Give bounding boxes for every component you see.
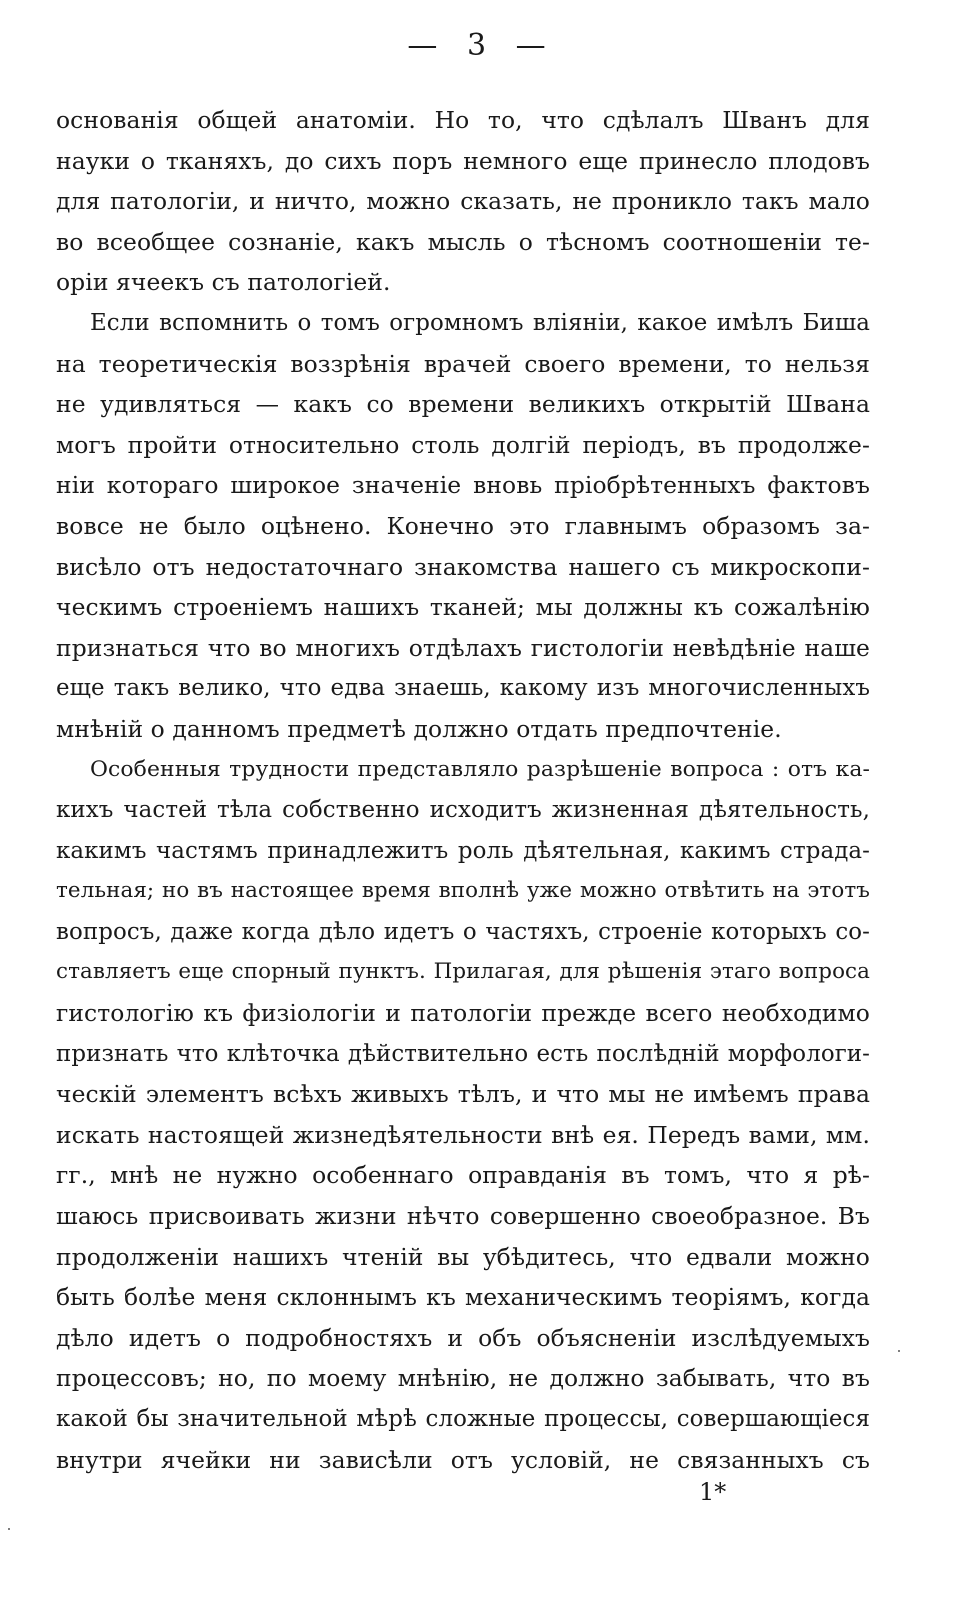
text-line: быть болѣе меня склоннымъ къ механическимъ теоріямъ, когда	[56, 1283, 870, 1312]
text-line: шаюсь присвоивать жизни нѣчто совершенно своеобразное. Въ	[56, 1202, 870, 1231]
text-line: ніи котораго широкое значеніе вновь пріобрѣтенныхъ фактовъ	[56, 471, 870, 500]
text-line: оріи ячеекъ съ патологіей.	[56, 268, 391, 297]
text-line: ставляетъ еще спорный пунктъ. Прилагая, для рѣшенія этаго вопроса	[56, 959, 870, 985]
text-line: признаться что во многихъ отдѣлахъ гистологіи невѣдѣніе наше	[56, 633, 870, 662]
text-line: Если вспомнить о томъ огромномъ вліяніи, какое имѣлъ Биша	[90, 309, 870, 336]
text-line: гг., мнѣ не нужно особеннаго оправданія въ томъ, что я рѣ-	[56, 1161, 870, 1190]
text-line: не удивляться — какъ со времени великихъ открытій Швана	[56, 390, 870, 419]
text-line: признать что клѣточка дѣйствительно есть послѣдній морфологи-	[56, 1040, 870, 1067]
text-line: гистологію къ физіологіи и патологіи прежде всего необходимо	[56, 999, 870, 1028]
text-line: для патологіи, и ничто, можно сказать, не проникло такъ мало	[56, 187, 870, 216]
body-text	[56, 100, 870, 1480]
text-line: какимъ частямъ принадлежитъ роль дѣятельная, какимъ страда-	[56, 837, 870, 864]
text-line: могъ пройти относительно столь долгій періодъ, въ продолже-	[56, 430, 870, 459]
text-line: науки о тканяхъ, до сихъ поръ немного еще принесло плодовъ	[56, 146, 870, 175]
text-line: тельная; но въ настоящее время вполнѣ уже можно отвѣтить на этотъ	[56, 878, 870, 904]
text-line: мнѣній о данномъ предметѣ должно отдать предпочтеніе.	[56, 714, 782, 743]
text-line: дѣло идетъ о подробностяхъ и объ объясненіи изслѣдуемыхъ	[56, 1323, 870, 1352]
signature-mark: 1*	[699, 1478, 727, 1506]
text-line: кихъ частей тѣла собственно исходитъ жизненная дѣятельность,	[56, 797, 870, 824]
text-line: продолженіи нашихъ чтеній вы убѣдитесь, что едвали можно	[56, 1242, 870, 1271]
paper-speck	[8, 1528, 10, 1530]
text-line: ческій элементъ всѣхъ живыхъ тѣлъ, и что мы не имѣемъ права	[56, 1080, 870, 1109]
text-line: вовсе не было оцѣнено. Конечно это главнымъ образомъ за-	[56, 511, 870, 540]
text-line: какой бы значительной мѣрѣ сложные процессы, совершающіеся	[56, 1406, 870, 1432]
text-line: вопросъ, даже когда дѣло идетъ о частяхъ, строеніе которыхъ со-	[56, 918, 870, 945]
text-line: внутри ячейки ни зависѣли отъ условій, не связанныхъ съ	[56, 1445, 870, 1474]
page-number: — 3 —	[407, 28, 556, 63]
paper-speck	[898, 1350, 900, 1352]
text-line: висѣло отъ недостаточнаго знакомства нашего съ микроскопи-	[56, 552, 870, 581]
text-line: основанія общей анатоміи. Но то, что сдѣлалъ Шванъ для	[56, 106, 870, 134]
text-line: искать настоящей жизнедѣятельности внѣ ея. Передъ вами, мм.	[56, 1120, 870, 1149]
text-line: еще такъ велико, что едва знаешь, какому изъ многочисленныхъ	[56, 675, 870, 702]
text-line: ческимъ строеніемъ нашихъ тканей; мы должны къ сожалѣнію	[56, 593, 870, 622]
text-line: во всеобщее сознаніе, какъ мысль о тѣсномъ соотношеніи те-	[56, 227, 870, 256]
text-line: на теоретическія воззрѣнія врачей своего времени, то нельзя	[56, 349, 870, 378]
text-line: процессовъ; но, по моему мнѣнію, не должно забывать, что въ	[56, 1364, 870, 1393]
text-line: Особенныя трудности представляло разрѣшеніе вопроса : отъ ка-	[90, 756, 870, 782]
